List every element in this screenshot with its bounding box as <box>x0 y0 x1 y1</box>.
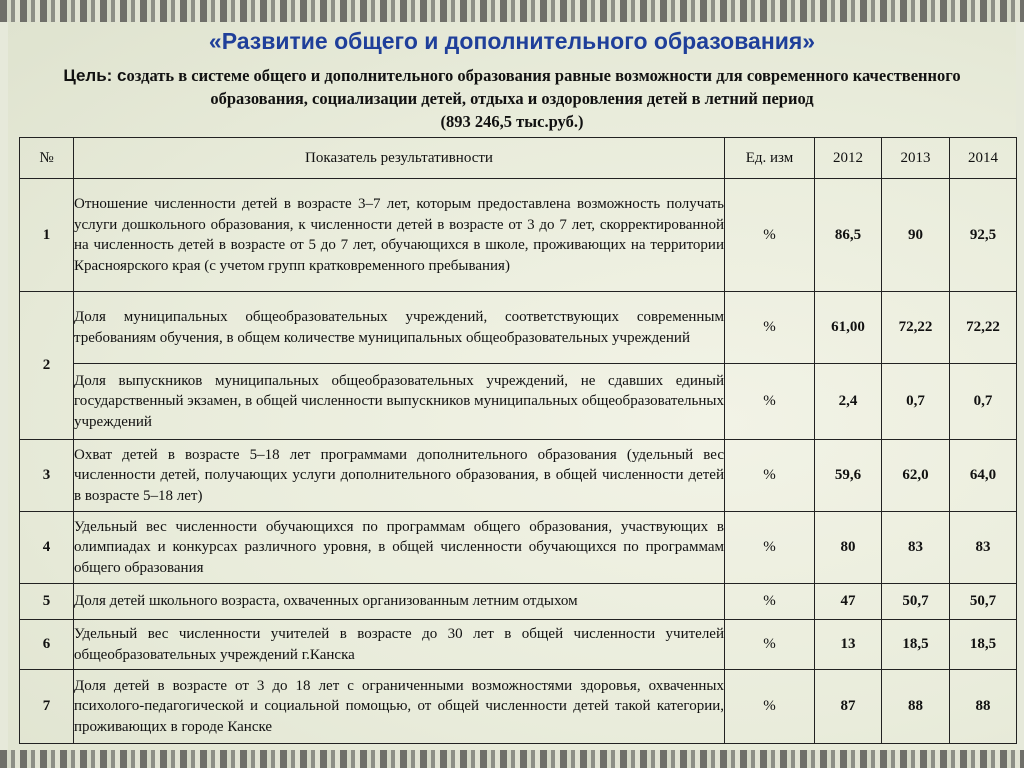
value-2012: 86,5 <box>815 179 882 292</box>
header-2013: 2013 <box>882 138 950 179</box>
bottom-decorative-stripe <box>0 750 1024 768</box>
table-row <box>20 670 1017 744</box>
unit-cell: % <box>725 440 815 512</box>
value-2012: 80 <box>815 512 882 584</box>
value-2013: 62,0 <box>882 440 950 512</box>
indicator-text: Удельный вес численности обучающихся по программам общего образования, участвующих в олимпиадах и конкурсах различного уровня, в общей численности обучающихся по программам общего образования <box>74 512 725 584</box>
value-2013: 72,22 <box>882 292 950 364</box>
value-2014: 92,5 <box>950 179 1017 292</box>
unit-cell: % <box>725 364 815 440</box>
value-2013: 90 <box>882 179 950 292</box>
table-row <box>20 620 1017 670</box>
indicator-text: Доля муниципальных общеобразовательных учреждений, соответствующих современным требованиям обучения, в общем количестве муниципальных общеобразовательных учреждений <box>74 292 725 364</box>
value-2014: 18,5 <box>950 620 1017 670</box>
goal-label: Цель: с <box>63 66 127 85</box>
row-number: 2 <box>20 292 74 440</box>
value-2013: 88 <box>882 670 950 744</box>
indicator-text: Доля детей в возрасте от 3 до 18 лет с ограниченными возможностями здоровья, охваченных психолого-педагогической и социальной помощью, от общей численности детей такой категории, проживающих в городе Канске <box>74 670 725 744</box>
value-2014: 64,0 <box>950 440 1017 512</box>
table-row <box>20 440 1017 512</box>
header-indicator: Показатель результативности <box>74 138 725 179</box>
table-row <box>20 292 1017 364</box>
goal-text: оздать в системе общего и дополнительного образования равные возможности для современного качественного образования, социализации детей, отдыха и оздоровления детей в летний период <box>126 66 961 108</box>
value-2014: 50,7 <box>950 584 1017 620</box>
row-number: 4 <box>20 512 74 584</box>
value-2014: 83 <box>950 512 1017 584</box>
header-2014: 2014 <box>950 138 1017 179</box>
goal-amount: (893 246,5 тыс.руб.) <box>440 112 584 131</box>
unit-cell: % <box>725 584 815 620</box>
header-num: № <box>20 138 74 179</box>
unit-cell: % <box>725 179 815 292</box>
value-2013: 50,7 <box>882 584 950 620</box>
value-2012: 87 <box>815 670 882 744</box>
row-number: 7 <box>20 670 74 744</box>
row-number: 1 <box>20 179 74 292</box>
value-2012: 59,6 <box>815 440 882 512</box>
value-2012: 61,00 <box>815 292 882 364</box>
value-2014: 0,7 <box>950 364 1017 440</box>
value-2013: 18,5 <box>882 620 950 670</box>
table-header-row <box>20 138 1017 179</box>
value-2012: 47 <box>815 584 882 620</box>
value-2013: 83 <box>882 512 950 584</box>
indicator-text: Удельный вес численности учителей в возрасте до 30 лет в общей численности учителей общеобразовательных учреждений г.Канска <box>74 620 725 670</box>
value-2014: 72,22 <box>950 292 1017 364</box>
table-row <box>20 364 1017 440</box>
header-unit: Ед. изм <box>725 138 815 179</box>
indicator-text: Доля детей школьного возраста, охваченных организованным летним отдыхом <box>74 584 725 620</box>
unit-cell: % <box>725 670 815 744</box>
table-row <box>20 584 1017 620</box>
row-number: 5 <box>20 584 74 620</box>
row-number: 6 <box>20 620 74 670</box>
row-number: 3 <box>20 440 74 512</box>
table-row <box>20 512 1017 584</box>
value-2014: 88 <box>950 670 1017 744</box>
goal-statement <box>40 64 984 133</box>
table-row <box>20 179 1017 292</box>
indicator-text: Доля выпускников муниципальных общеобразовательных учреждений, не сдавших единый государственный экзамен, в общей численности выпускников муниципальных общеобразовательных учреждений <box>74 364 725 440</box>
value-2012: 2,4 <box>815 364 882 440</box>
unit-cell: % <box>725 620 815 670</box>
top-decorative-stripe <box>0 0 1024 22</box>
indicators-table <box>19 137 1017 744</box>
unit-cell: % <box>725 292 815 364</box>
slide-title: «Развитие общего и дополнительного образования» <box>208 28 816 54</box>
indicator-text: Охват детей в возрасте 5–18 лет программами дополнительного образования (удельный вес численности детей, получающих услуги дополнительного образования, в общей численности детей в возрасте 5–18 лет) <box>74 440 725 512</box>
header-2012: 2012 <box>815 138 882 179</box>
indicator-text: Отношение численности детей в возрасте 3–7 лет, которым предоставлена возможность получать услуги дошкольного образования, к численности детей в возрасте от 3 до 7 лет, скорректированной на численность детей в возрасте от 5 до 7 лет, обучающихся в школе, проживающих на территории Красноярского края (с учетом групп кратковременного пребывания) <box>74 179 725 292</box>
value-2012: 13 <box>815 620 882 670</box>
unit-cell: % <box>725 512 815 584</box>
value-2013: 0,7 <box>882 364 950 440</box>
